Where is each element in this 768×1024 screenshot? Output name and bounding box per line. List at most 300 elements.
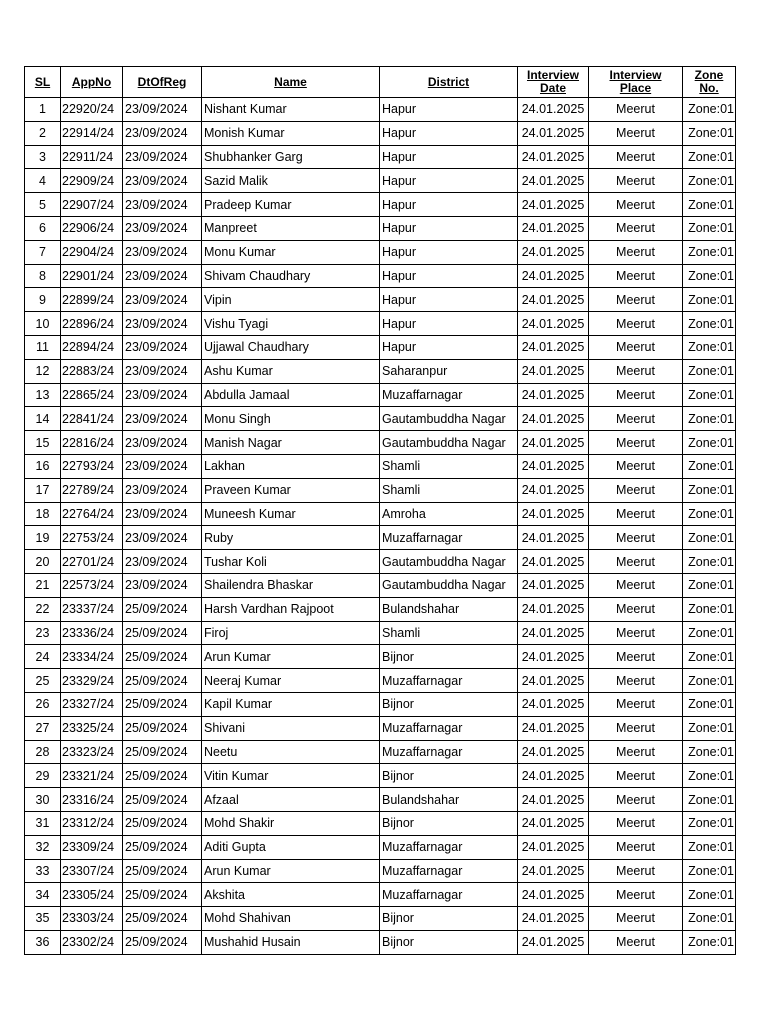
cell-interview-date: 24.01.2025: [518, 645, 589, 669]
cell-sl: 21: [25, 573, 61, 597]
cell-district: Bijnor: [380, 645, 518, 669]
cell-appno: 22865/24: [61, 383, 123, 407]
cell-district: Bulandshahar: [380, 597, 518, 621]
cell-interview-date: 24.01.2025: [518, 288, 589, 312]
cell-interview-place: Meerut: [589, 907, 683, 931]
cell-sl: 7: [25, 240, 61, 264]
cell-district: Muzaffarnagar: [380, 835, 518, 859]
cell-zone: Zone:01: [683, 359, 736, 383]
table-row: [25, 716, 736, 740]
cell-interview-date: 24.01.2025: [518, 264, 589, 288]
cell-dtofreg: 23/09/2024: [123, 169, 202, 193]
table-row: [25, 645, 736, 669]
cell-name: Lakhan: [202, 454, 380, 478]
cell-zone: Zone:01: [683, 907, 736, 931]
cell-dtofreg: 25/09/2024: [123, 859, 202, 883]
table-row: [25, 502, 736, 526]
table-row: [25, 98, 736, 122]
cell-zone: Zone:01: [683, 216, 736, 240]
column-header-dtofreg: DtOfReg: [123, 67, 202, 98]
cell-name: Sazid Malik: [202, 169, 380, 193]
cell-dtofreg: 23/09/2024: [123, 98, 202, 122]
cell-zone: Zone:01: [683, 98, 736, 122]
cell-dtofreg: 25/09/2024: [123, 692, 202, 716]
cell-district: Bijnor: [380, 907, 518, 931]
cell-zone: Zone:01: [683, 550, 736, 574]
cell-zone: Zone:01: [683, 502, 736, 526]
cell-name: Shivam Chaudhary: [202, 264, 380, 288]
cell-dtofreg: 23/09/2024: [123, 264, 202, 288]
cell-dtofreg: 25/09/2024: [123, 883, 202, 907]
cell-interview-place: Meerut: [589, 193, 683, 217]
cell-dtofreg: 25/09/2024: [123, 669, 202, 693]
cell-sl: 4: [25, 169, 61, 193]
cell-appno: 22816/24: [61, 431, 123, 455]
cell-appno: 22907/24: [61, 193, 123, 217]
cell-appno: 23309/24: [61, 835, 123, 859]
column-header-district: District: [380, 67, 518, 98]
cell-district: Hapur: [380, 169, 518, 193]
cell-sl: 30: [25, 788, 61, 812]
cell-zone: Zone:01: [683, 883, 736, 907]
cell-dtofreg: 23/09/2024: [123, 573, 202, 597]
cell-interview-place: Meerut: [589, 835, 683, 859]
table-row: [25, 788, 736, 812]
cell-appno: 22914/24: [61, 121, 123, 145]
cell-interview-place: Meerut: [589, 169, 683, 193]
cell-name: Harsh Vardhan Rajpoot: [202, 597, 380, 621]
cell-dtofreg: 25/09/2024: [123, 811, 202, 835]
table-row: [25, 597, 736, 621]
table-row: [25, 478, 736, 502]
table-row: [25, 550, 736, 574]
cell-sl: 3: [25, 145, 61, 169]
cell-dtofreg: 23/09/2024: [123, 431, 202, 455]
cell-district: Muzaffarnagar: [380, 883, 518, 907]
cell-appno: 23337/24: [61, 597, 123, 621]
cell-district: Muzaffarnagar: [380, 740, 518, 764]
table-body: [25, 98, 736, 955]
cell-zone: Zone:01: [683, 764, 736, 788]
cell-sl: 26: [25, 692, 61, 716]
cell-sl: 18: [25, 502, 61, 526]
cell-name: Ruby: [202, 526, 380, 550]
cell-zone: Zone:01: [683, 740, 736, 764]
cell-interview-date: 24.01.2025: [518, 454, 589, 478]
cell-dtofreg: 23/09/2024: [123, 454, 202, 478]
cell-name: Manish Nagar: [202, 431, 380, 455]
cell-interview-place: Meerut: [589, 859, 683, 883]
cell-interview-date: 24.01.2025: [518, 930, 589, 954]
cell-zone: Zone:01: [683, 597, 736, 621]
cell-interview-date: 24.01.2025: [518, 907, 589, 931]
cell-interview-place: Meerut: [589, 669, 683, 693]
cell-interview-date: 24.01.2025: [518, 240, 589, 264]
cell-name: Mohd Shakir: [202, 811, 380, 835]
table-row: [25, 335, 736, 359]
table-row: [25, 526, 736, 550]
cell-district: Shamli: [380, 621, 518, 645]
cell-zone: Zone:01: [683, 669, 736, 693]
cell-interview-date: 24.01.2025: [518, 669, 589, 693]
cell-zone: Zone:01: [683, 145, 736, 169]
cell-zone: Zone:01: [683, 288, 736, 312]
cell-interview-date: 24.01.2025: [518, 145, 589, 169]
cell-appno: 22909/24: [61, 169, 123, 193]
table-row: [25, 740, 736, 764]
cell-appno: 23305/24: [61, 883, 123, 907]
cell-appno: 23303/24: [61, 907, 123, 931]
table-row: [25, 121, 736, 145]
cell-interview-date: 24.01.2025: [518, 407, 589, 431]
cell-appno: 22573/24: [61, 573, 123, 597]
cell-interview-place: Meerut: [589, 478, 683, 502]
cell-district: Hapur: [380, 288, 518, 312]
table-row: [25, 240, 736, 264]
cell-sl: 36: [25, 930, 61, 954]
column-header-zone: Zone No.: [683, 67, 736, 98]
cell-district: Hapur: [380, 240, 518, 264]
cell-dtofreg: 23/09/2024: [123, 478, 202, 502]
cell-appno: 23329/24: [61, 669, 123, 693]
cell-zone: Zone:01: [683, 811, 736, 835]
cell-zone: Zone:01: [683, 621, 736, 645]
cell-sl: 9: [25, 288, 61, 312]
cell-interview-place: Meerut: [589, 431, 683, 455]
cell-district: Saharanpur: [380, 359, 518, 383]
cell-appno: 23334/24: [61, 645, 123, 669]
cell-appno: 23316/24: [61, 788, 123, 812]
cell-name: Firoj: [202, 621, 380, 645]
cell-dtofreg: 25/09/2024: [123, 621, 202, 645]
cell-name: Vipin: [202, 288, 380, 312]
cell-interview-date: 24.01.2025: [518, 692, 589, 716]
cell-interview-place: Meerut: [589, 788, 683, 812]
cell-interview-date: 24.01.2025: [518, 169, 589, 193]
cell-interview-date: 24.01.2025: [518, 526, 589, 550]
table-row: [25, 193, 736, 217]
cell-district: Hapur: [380, 193, 518, 217]
cell-name: Shailendra Bhaskar: [202, 573, 380, 597]
cell-zone: Zone:01: [683, 169, 736, 193]
cell-dtofreg: 23/09/2024: [123, 145, 202, 169]
cell-sl: 28: [25, 740, 61, 764]
table-row: [25, 454, 736, 478]
table-row: [25, 288, 736, 312]
cell-zone: Zone:01: [683, 407, 736, 431]
cell-interview-date: 24.01.2025: [518, 811, 589, 835]
cell-name: Pradeep Kumar: [202, 193, 380, 217]
cell-appno: 22753/24: [61, 526, 123, 550]
cell-interview-place: Meerut: [589, 264, 683, 288]
cell-interview-date: 24.01.2025: [518, 764, 589, 788]
cell-interview-date: 24.01.2025: [518, 716, 589, 740]
cell-sl: 19: [25, 526, 61, 550]
cell-dtofreg: 23/09/2024: [123, 216, 202, 240]
cell-appno: 22896/24: [61, 312, 123, 336]
cell-interview-place: Meerut: [589, 526, 683, 550]
cell-interview-place: Meerut: [589, 312, 683, 336]
cell-interview-place: Meerut: [589, 335, 683, 359]
table-row: [25, 359, 736, 383]
column-header-appno: AppNo: [61, 67, 123, 98]
cell-interview-place: Meerut: [589, 121, 683, 145]
cell-interview-date: 24.01.2025: [518, 621, 589, 645]
cell-district: Muzaffarnagar: [380, 859, 518, 883]
cell-zone: Zone:01: [683, 454, 736, 478]
cell-interview-date: 24.01.2025: [518, 98, 589, 122]
cell-name: Afzaal: [202, 788, 380, 812]
cell-district: Shamli: [380, 454, 518, 478]
cell-appno: 23323/24: [61, 740, 123, 764]
cell-interview-date: 24.01.2025: [518, 835, 589, 859]
cell-interview-date: 24.01.2025: [518, 216, 589, 240]
cell-dtofreg: 23/09/2024: [123, 502, 202, 526]
cell-dtofreg: 23/09/2024: [123, 383, 202, 407]
cell-interview-date: 24.01.2025: [518, 478, 589, 502]
cell-district: Hapur: [380, 145, 518, 169]
cell-sl: 32: [25, 835, 61, 859]
cell-name: Manpreet: [202, 216, 380, 240]
cell-zone: Zone:01: [683, 478, 736, 502]
cell-interview-place: Meerut: [589, 597, 683, 621]
cell-interview-place: Meerut: [589, 716, 683, 740]
cell-dtofreg: 25/09/2024: [123, 645, 202, 669]
cell-interview-place: Meerut: [589, 288, 683, 312]
table-row: [25, 407, 736, 431]
table-row: [25, 811, 736, 835]
cell-name: Mohd Shahivan: [202, 907, 380, 931]
table-row: [25, 692, 736, 716]
cell-interview-date: 24.01.2025: [518, 859, 589, 883]
cell-district: Hapur: [380, 335, 518, 359]
cell-zone: Zone:01: [683, 692, 736, 716]
column-header-interview-place: Interview Place: [589, 67, 683, 98]
cell-interview-place: Meerut: [589, 930, 683, 954]
cell-appno: 22793/24: [61, 454, 123, 478]
cell-dtofreg: 23/09/2024: [123, 550, 202, 574]
cell-name: Praveen Kumar: [202, 478, 380, 502]
cell-zone: Zone:01: [683, 193, 736, 217]
cell-sl: 17: [25, 478, 61, 502]
cell-dtofreg: 25/09/2024: [123, 740, 202, 764]
cell-sl: 14: [25, 407, 61, 431]
cell-interview-place: Meerut: [589, 621, 683, 645]
cell-appno: 22904/24: [61, 240, 123, 264]
cell-appno: 22764/24: [61, 502, 123, 526]
table-row: [25, 930, 736, 954]
cell-interview-date: 24.01.2025: [518, 335, 589, 359]
cell-zone: Zone:01: [683, 835, 736, 859]
cell-sl: 27: [25, 716, 61, 740]
cell-name: Tushar Koli: [202, 550, 380, 574]
cell-dtofreg: 23/09/2024: [123, 407, 202, 431]
cell-dtofreg: 25/09/2024: [123, 835, 202, 859]
cell-district: Muzaffarnagar: [380, 526, 518, 550]
cell-interview-date: 24.01.2025: [518, 193, 589, 217]
cell-dtofreg: 23/09/2024: [123, 312, 202, 336]
cell-name: Monish Kumar: [202, 121, 380, 145]
cell-interview-date: 24.01.2025: [518, 788, 589, 812]
column-header-name: Name: [202, 67, 380, 98]
cell-appno: 23312/24: [61, 811, 123, 835]
table-row: [25, 859, 736, 883]
table-row: [25, 573, 736, 597]
table-row: [25, 312, 736, 336]
cell-interview-date: 24.01.2025: [518, 883, 589, 907]
column-header-interview-date: Interview Date: [518, 67, 589, 98]
cell-dtofreg: 23/09/2024: [123, 288, 202, 312]
cell-dtofreg: 25/09/2024: [123, 788, 202, 812]
cell-district: Hapur: [380, 264, 518, 288]
cell-appno: 22883/24: [61, 359, 123, 383]
cell-dtofreg: 23/09/2024: [123, 359, 202, 383]
cell-dtofreg: 25/09/2024: [123, 930, 202, 954]
cell-appno: 23321/24: [61, 764, 123, 788]
cell-zone: Zone:01: [683, 383, 736, 407]
cell-interview-place: Meerut: [589, 764, 683, 788]
table-row: [25, 169, 736, 193]
cell-sl: 31: [25, 811, 61, 835]
cell-interview-date: 24.01.2025: [518, 312, 589, 336]
cell-appno: 22906/24: [61, 216, 123, 240]
cell-zone: Zone:01: [683, 431, 736, 455]
cell-appno: 23302/24: [61, 930, 123, 954]
cell-dtofreg: 25/09/2024: [123, 764, 202, 788]
cell-name: Shivani: [202, 716, 380, 740]
cell-name: Vishu Tyagi: [202, 312, 380, 336]
cell-appno: 23327/24: [61, 692, 123, 716]
cell-district: Muzaffarnagar: [380, 383, 518, 407]
table-row: [25, 883, 736, 907]
cell-appno: 23336/24: [61, 621, 123, 645]
cell-appno: 22920/24: [61, 98, 123, 122]
cell-sl: 11: [25, 335, 61, 359]
cell-name: Mushahid Husain: [202, 930, 380, 954]
cell-name: Muneesh Kumar: [202, 502, 380, 526]
cell-appno: 22789/24: [61, 478, 123, 502]
cell-sl: 16: [25, 454, 61, 478]
cell-sl: 15: [25, 431, 61, 455]
cell-appno: 22894/24: [61, 335, 123, 359]
cell-interview-place: Meerut: [589, 407, 683, 431]
cell-dtofreg: 23/09/2024: [123, 121, 202, 145]
cell-name: Vitin Kumar: [202, 764, 380, 788]
table-row: [25, 264, 736, 288]
cell-name: Kapil Kumar: [202, 692, 380, 716]
cell-district: Bijnor: [380, 764, 518, 788]
cell-interview-place: Meerut: [589, 454, 683, 478]
cell-interview-place: Meerut: [589, 502, 683, 526]
cell-name: Neetu: [202, 740, 380, 764]
cell-district: Hapur: [380, 98, 518, 122]
table-row: [25, 383, 736, 407]
cell-district: Bijnor: [380, 811, 518, 835]
cell-sl: 6: [25, 216, 61, 240]
cell-interview-date: 24.01.2025: [518, 550, 589, 574]
cell-interview-date: 24.01.2025: [518, 359, 589, 383]
cell-interview-date: 24.01.2025: [518, 502, 589, 526]
cell-district: Muzaffarnagar: [380, 669, 518, 693]
cell-interview-place: Meerut: [589, 645, 683, 669]
cell-name: Aditi Gupta: [202, 835, 380, 859]
cell-interview-place: Meerut: [589, 550, 683, 574]
cell-zone: Zone:01: [683, 645, 736, 669]
cell-district: Amroha: [380, 502, 518, 526]
cell-interview-place: Meerut: [589, 883, 683, 907]
cell-interview-place: Meerut: [589, 98, 683, 122]
column-header-sl: SL: [25, 67, 61, 98]
cell-appno: 22911/24: [61, 145, 123, 169]
cell-name: Neeraj Kumar: [202, 669, 380, 693]
cell-zone: Zone:01: [683, 335, 736, 359]
cell-sl: 10: [25, 312, 61, 336]
cell-sl: 13: [25, 383, 61, 407]
cell-district: Shamli: [380, 478, 518, 502]
interview-schedule-table: [24, 66, 736, 955]
cell-appno: 23325/24: [61, 716, 123, 740]
cell-zone: Zone:01: [683, 573, 736, 597]
cell-district: Hapur: [380, 121, 518, 145]
cell-zone: Zone:01: [683, 312, 736, 336]
cell-name: Ujjawal Chaudhary: [202, 335, 380, 359]
cell-district: Gautambuddha Nagar: [380, 431, 518, 455]
cell-district: Gautambuddha Nagar: [380, 407, 518, 431]
cell-name: Arun Kumar: [202, 859, 380, 883]
table-row: [25, 145, 736, 169]
cell-interview-place: Meerut: [589, 383, 683, 407]
cell-sl: 8: [25, 264, 61, 288]
cell-name: Ashu Kumar: [202, 359, 380, 383]
cell-district: Gautambuddha Nagar: [380, 573, 518, 597]
cell-appno: 23307/24: [61, 859, 123, 883]
cell-interview-place: Meerut: [589, 811, 683, 835]
table-row: [25, 669, 736, 693]
cell-dtofreg: 25/09/2024: [123, 907, 202, 931]
cell-dtofreg: 23/09/2024: [123, 335, 202, 359]
cell-name: Nishant Kumar: [202, 98, 380, 122]
cell-dtofreg: 25/09/2024: [123, 716, 202, 740]
cell-interview-date: 24.01.2025: [518, 573, 589, 597]
cell-district: Muzaffarnagar: [380, 716, 518, 740]
cell-dtofreg: 23/09/2024: [123, 240, 202, 264]
cell-name: Monu Singh: [202, 407, 380, 431]
cell-interview-place: Meerut: [589, 692, 683, 716]
cell-sl: 22: [25, 597, 61, 621]
cell-dtofreg: 23/09/2024: [123, 193, 202, 217]
cell-interview-date: 24.01.2025: [518, 740, 589, 764]
cell-sl: 2: [25, 121, 61, 145]
cell-district: Bijnor: [380, 692, 518, 716]
cell-sl: 25: [25, 669, 61, 693]
cell-interview-place: Meerut: [589, 573, 683, 597]
cell-name: Arun Kumar: [202, 645, 380, 669]
cell-zone: Zone:01: [683, 526, 736, 550]
cell-name: Abdulla Jamaal: [202, 383, 380, 407]
table-row: [25, 835, 736, 859]
cell-name: Akshita: [202, 883, 380, 907]
cell-interview-place: Meerut: [589, 145, 683, 169]
cell-zone: Zone:01: [683, 264, 736, 288]
cell-district: Bulandshahar: [380, 788, 518, 812]
cell-district: Hapur: [380, 312, 518, 336]
cell-sl: 24: [25, 645, 61, 669]
cell-name: Monu Kumar: [202, 240, 380, 264]
cell-zone: Zone:01: [683, 859, 736, 883]
cell-zone: Zone:01: [683, 788, 736, 812]
cell-sl: 35: [25, 907, 61, 931]
cell-name: Shubhanker Garg: [202, 145, 380, 169]
